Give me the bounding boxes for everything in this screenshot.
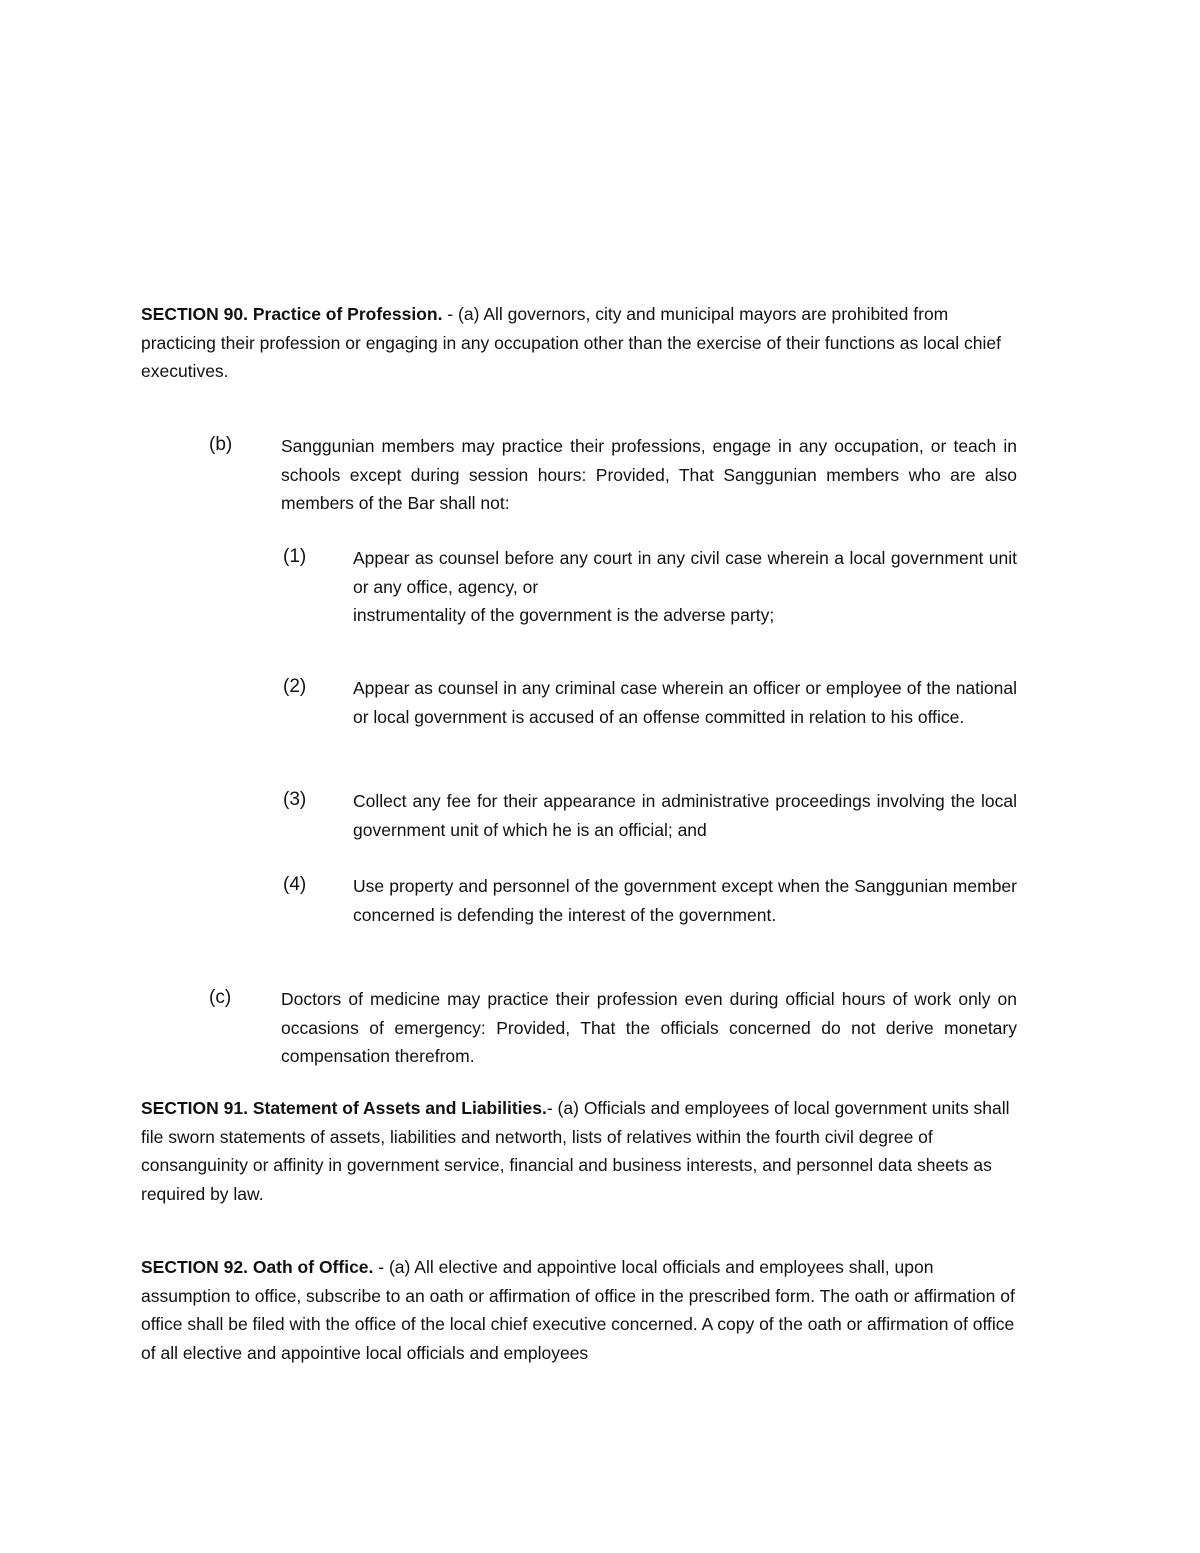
section-91-heading: SECTION 91. Statement of Assets and Liabilities. bbox=[141, 1098, 547, 1118]
section-90-marker-a: (a) bbox=[458, 304, 480, 324]
item-3-marker: (3) bbox=[283, 789, 307, 810]
section-90-text-c: Doctors of medicine may practice their profession even during official hours of work only on occasions of emergency: Provided, That the officials concerned do not derive monetary compensation therefrom. bbox=[281, 989, 1017, 1066]
section-91-separator: - bbox=[546, 1098, 558, 1118]
section-92-marker-a: (a) bbox=[388, 1257, 411, 1277]
section-91-marker-a: (a) bbox=[557, 1098, 579, 1118]
item-2-text: Appear as counsel in any criminal case wherein an officer or employee of the national or local government is accused of an offense committed in relation to his office. bbox=[353, 678, 1017, 727]
section-91-paragraph bbox=[141, 1094, 1021, 1208]
item-1-line-2: instrumentality of the government is the adverse party; bbox=[353, 605, 775, 625]
item-2-marker: (2) bbox=[283, 676, 307, 697]
section-92-heading: SECTION 92. Oath of Office. bbox=[141, 1257, 374, 1277]
item-4-text: Use property and personnel of the government except when the Sanggunian member concerned is defending the interest of the government. bbox=[353, 876, 1017, 925]
section-90-marker-c: (c) bbox=[209, 987, 232, 1008]
section-90-heading: SECTION 90. Practice of Profession. bbox=[141, 304, 443, 324]
section-92-paragraph bbox=[141, 1253, 1021, 1367]
section-90-text-b: Sanggunian members may practice their professions, engage in any occupation, or teach in schools except during session hours: Provided, That Sanggunian members who are also members of the Bar shall not: bbox=[281, 436, 1017, 513]
item-3-text: Collect any fee for their appearance in administrative proceedings involving the local government unit of which he is an official; and bbox=[353, 791, 1017, 840]
section-90-marker-b: (b) bbox=[209, 434, 233, 455]
section-90-paragraph bbox=[141, 300, 1021, 386]
section-90-text-a: All governors, city and municipal mayors are prohibited from practicing their profession or engaging in any occupation other than the exercise of their functions as local chief executives. bbox=[141, 304, 1001, 381]
item-1-line-1: Appear as counsel before any court in any civil case wherein a local government unit or any office, agency, or bbox=[353, 548, 1017, 597]
item-1-marker: (1) bbox=[283, 546, 307, 567]
item-1-text bbox=[353, 544, 1017, 630]
section-90-separator: - bbox=[442, 304, 459, 324]
item-4-marker: (4) bbox=[283, 874, 307, 895]
section-91-text-a: Officials and employees of local government units shall file sworn statements of assets, liabilities and networth, lists of relatives within the fourth civil degree of consanguinity or affinity in government service, financial and business interests, and personnel data sheets as required by law. bbox=[141, 1098, 1010, 1204]
section-92-separator: - bbox=[373, 1257, 389, 1277]
section-92-text-a: All elective and appointive local officials and employees shall, upon assumption to office, subscribe to an oath or affirmation of office in the prescribed form. The oath or affirmation of office shall be filed with the office of the local chief executive concerned. A copy of the oath or affirmation of office of all elective and appointive local officials and employees bbox=[141, 1257, 1015, 1363]
